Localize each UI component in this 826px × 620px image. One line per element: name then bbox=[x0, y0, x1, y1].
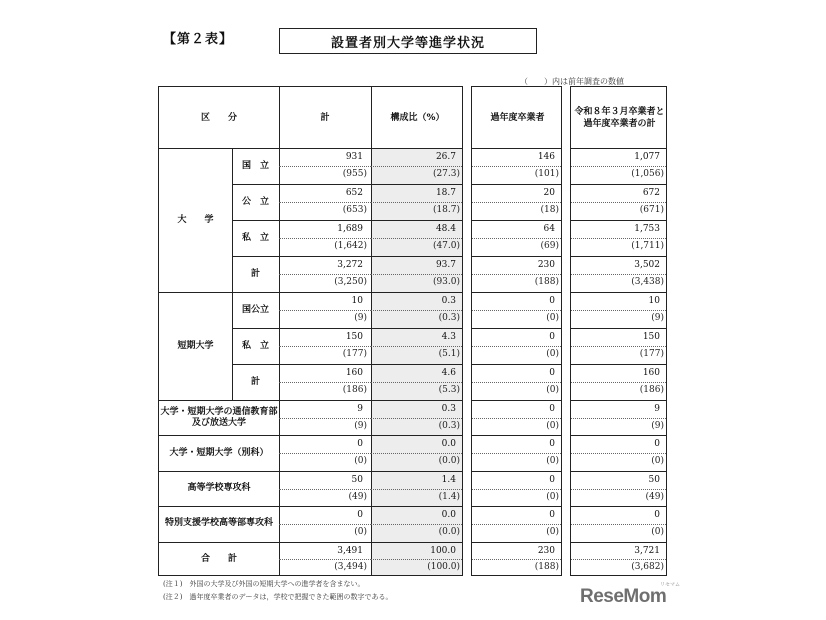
row-divider bbox=[472, 542, 562, 543]
past-previous-value: (69) bbox=[540, 241, 559, 251]
past-value: 0 bbox=[549, 296, 555, 306]
past-value: 20 bbox=[543, 188, 555, 198]
past-value: 230 bbox=[537, 545, 555, 556]
row-divider bbox=[571, 506, 667, 507]
footnote-1: (注１) 外国の大学及び外国の短期大学への進学者を含まない。 bbox=[163, 580, 365, 588]
dotted-divider bbox=[472, 559, 562, 560]
row-divider bbox=[571, 184, 667, 185]
row-divider bbox=[472, 292, 562, 293]
dotted-divider bbox=[571, 274, 667, 275]
ratio-value: 0.3 bbox=[441, 296, 456, 306]
sum-previous-value: (3,438) bbox=[631, 277, 664, 287]
total-previous-value: (0) bbox=[354, 456, 367, 467]
dotted-divider bbox=[371, 238, 463, 239]
row-divider bbox=[472, 471, 562, 472]
past-value: 230 bbox=[537, 260, 555, 270]
sum-previous-value: (3,682) bbox=[631, 562, 664, 573]
group-label: 大 学 bbox=[177, 214, 214, 225]
dotted-divider bbox=[571, 453, 667, 454]
dotted-divider bbox=[279, 418, 371, 419]
category-label: 合 計 bbox=[200, 553, 237, 564]
row-divider bbox=[472, 364, 562, 365]
category-label: 大学・短期大学の通信教育部及び放送大学 bbox=[160, 406, 278, 428]
ratio-previous-value: (0.3) bbox=[438, 420, 460, 431]
sum-value: 1,077 bbox=[634, 152, 660, 162]
past-previous-value: (0) bbox=[546, 349, 559, 359]
dotted-divider bbox=[279, 238, 371, 239]
ratio-value: 0.0 bbox=[441, 439, 456, 450]
total-value: 150 bbox=[345, 332, 363, 342]
past-graduates-table bbox=[471, 86, 562, 576]
dotted-divider bbox=[472, 274, 562, 275]
sub-category-label: 計 bbox=[250, 376, 260, 387]
sum-value: 0 bbox=[654, 439, 660, 450]
sum-previous-value: (0) bbox=[651, 526, 664, 537]
row-divider bbox=[472, 148, 562, 149]
row-divider bbox=[472, 400, 562, 401]
total-value: 50 bbox=[351, 474, 363, 485]
dotted-divider bbox=[279, 166, 371, 167]
dotted-divider bbox=[279, 274, 371, 275]
page-title: 設置者別大学等進学状況 bbox=[279, 28, 537, 54]
row-divider bbox=[472, 220, 562, 221]
ratio-value: 4.3 bbox=[441, 332, 456, 342]
main-table bbox=[158, 86, 463, 576]
dotted-divider bbox=[279, 310, 371, 311]
total-previous-value: (49) bbox=[348, 491, 367, 502]
category-label: 高等学校専攻科 bbox=[187, 482, 251, 493]
sub-category-label: 国公立 bbox=[241, 304, 269, 315]
past-value: 0 bbox=[549, 332, 555, 342]
past-previous-value: (188) bbox=[534, 277, 559, 287]
previous-year-note: （ ）内は前年調査の数値 bbox=[520, 77, 624, 86]
ratio-previous-value: (27.3) bbox=[432, 169, 460, 179]
header-total: 計 bbox=[320, 112, 330, 123]
ratio-previous-value: (0.0) bbox=[438, 526, 460, 537]
dotted-divider bbox=[279, 382, 371, 383]
total-previous-value: (9) bbox=[354, 313, 367, 323]
sum-previous-value: (1,056) bbox=[631, 169, 664, 179]
ratio-value: 100.0 bbox=[430, 545, 456, 556]
total-value: 160 bbox=[345, 368, 363, 378]
dotted-divider bbox=[279, 489, 371, 490]
dotted-divider bbox=[371, 166, 463, 167]
sum-value: 150 bbox=[642, 332, 660, 342]
ratio-previous-value: (0.3) bbox=[438, 313, 460, 323]
category-label: 特別支援学校高等部専攻科 bbox=[164, 518, 273, 529]
sum-value: 160 bbox=[642, 368, 660, 378]
header-category: 区 分 bbox=[200, 112, 237, 123]
row-divider bbox=[571, 400, 667, 401]
sum-previous-value: (1,711) bbox=[631, 241, 664, 251]
ratio-value: 48.4 bbox=[435, 224, 456, 234]
total-previous-value: (3,250) bbox=[334, 277, 367, 287]
dotted-divider bbox=[472, 166, 562, 167]
dotted-divider bbox=[371, 559, 463, 560]
ratio-previous-value: (5.1) bbox=[438, 349, 460, 359]
row-divider bbox=[472, 184, 562, 185]
ratio-previous-value: (47.0) bbox=[432, 241, 460, 251]
row-divider bbox=[571, 364, 667, 365]
dotted-divider bbox=[472, 524, 562, 525]
past-previous-value: (188) bbox=[534, 562, 559, 573]
row-divider bbox=[571, 328, 667, 329]
row-divider bbox=[571, 256, 667, 257]
past-previous-value: (0) bbox=[546, 420, 559, 431]
total-previous-value: (9) bbox=[354, 420, 367, 431]
sum-previous-value: (177) bbox=[639, 349, 664, 359]
ratio-previous-value: (5.3) bbox=[438, 385, 460, 395]
past-value: 0 bbox=[549, 368, 555, 378]
ratio-value: 1.4 bbox=[441, 474, 456, 485]
dotted-divider bbox=[371, 310, 463, 311]
total-value: 652 bbox=[345, 188, 363, 198]
past-value: 0 bbox=[549, 404, 555, 414]
sum-previous-value: (0) bbox=[651, 456, 664, 467]
past-value: 146 bbox=[537, 152, 555, 162]
total-previous-value: (177) bbox=[342, 349, 367, 359]
category-label: 大学・短期大学（別科） bbox=[169, 447, 269, 458]
dotted-divider bbox=[371, 453, 463, 454]
dotted-divider bbox=[279, 202, 371, 203]
dotted-divider bbox=[472, 310, 562, 311]
sum-value: 672 bbox=[642, 188, 660, 198]
ratio-value: 0.3 bbox=[441, 404, 456, 414]
header-combined-total: 令和８年３月卒業者と過年度卒業者の計 bbox=[574, 106, 665, 129]
dotted-divider bbox=[371, 524, 463, 525]
dotted-divider bbox=[472, 453, 562, 454]
sum-previous-value: (671) bbox=[639, 205, 664, 215]
total-previous-value: (1,642) bbox=[334, 241, 367, 251]
combined-total-table bbox=[570, 86, 667, 576]
dotted-divider bbox=[279, 559, 371, 560]
total-previous-value: (3,494) bbox=[334, 562, 367, 573]
sum-value: 9 bbox=[654, 404, 660, 414]
ratio-previous-value: (0.0) bbox=[438, 456, 460, 467]
ratio-previous-value: (93.0) bbox=[432, 277, 460, 287]
sum-previous-value: (9) bbox=[651, 420, 664, 431]
dotted-divider bbox=[571, 489, 667, 490]
dotted-divider bbox=[279, 524, 371, 525]
dotted-divider bbox=[371, 382, 463, 383]
resemom-logo-kana: リセマム bbox=[660, 582, 680, 588]
sum-previous-value: (186) bbox=[639, 385, 664, 395]
row-divider bbox=[571, 542, 667, 543]
dotted-divider bbox=[371, 346, 463, 347]
sum-value: 3,721 bbox=[634, 545, 660, 556]
sum-value: 3,502 bbox=[634, 260, 660, 270]
ratio-value: 18.7 bbox=[435, 188, 456, 198]
dotted-divider bbox=[571, 346, 667, 347]
total-value: 1,689 bbox=[337, 224, 363, 234]
dotted-divider bbox=[472, 489, 562, 490]
total-value: 0 bbox=[357, 439, 363, 450]
row-divider bbox=[571, 471, 667, 472]
total-previous-value: (186) bbox=[342, 385, 367, 395]
past-value: 0 bbox=[549, 510, 555, 521]
row-divider bbox=[472, 506, 562, 507]
sub-category-label: 私 立 bbox=[241, 340, 269, 351]
ratio-previous-value: (18.7) bbox=[432, 205, 460, 215]
sum-value: 1,753 bbox=[634, 224, 660, 234]
dotted-divider bbox=[371, 202, 463, 203]
sum-value: 0 bbox=[654, 510, 660, 521]
sub-category-label: 私 立 bbox=[241, 232, 269, 243]
dotted-divider bbox=[371, 274, 463, 275]
dotted-divider bbox=[279, 453, 371, 454]
past-value: 64 bbox=[543, 224, 555, 234]
dotted-divider bbox=[571, 559, 667, 560]
dotted-divider bbox=[472, 346, 562, 347]
total-previous-value: (0) bbox=[354, 526, 367, 537]
sum-previous-value: (49) bbox=[645, 491, 664, 502]
ratio-value: 0.0 bbox=[441, 510, 456, 521]
ratio-previous-value: (100.0) bbox=[427, 562, 460, 573]
ratio-previous-value: (1.4) bbox=[438, 491, 460, 502]
sum-value: 50 bbox=[648, 474, 660, 485]
past-previous-value: (0) bbox=[546, 456, 559, 467]
row-divider bbox=[571, 148, 667, 149]
resemom-logo: ReseMom bbox=[580, 586, 667, 607]
past-previous-value: (101) bbox=[534, 169, 559, 179]
table-number-tag: 【第２表】 bbox=[163, 32, 234, 47]
dotted-divider bbox=[571, 310, 667, 311]
sub-category-label: 公 立 bbox=[241, 196, 269, 207]
past-previous-value: (0) bbox=[546, 385, 559, 395]
past-value: 0 bbox=[549, 439, 555, 450]
total-value: 3,272 bbox=[337, 260, 363, 270]
total-value: 10 bbox=[351, 296, 363, 306]
dotted-divider bbox=[571, 238, 667, 239]
ratio-value: 26.7 bbox=[435, 152, 456, 162]
sum-value: 10 bbox=[648, 296, 660, 306]
past-value: 0 bbox=[549, 474, 555, 485]
row-divider bbox=[571, 292, 667, 293]
dotted-divider bbox=[571, 202, 667, 203]
past-previous-value: (0) bbox=[546, 526, 559, 537]
dotted-divider bbox=[472, 238, 562, 239]
ratio-value: 93.7 bbox=[435, 260, 456, 270]
dotted-divider bbox=[571, 524, 667, 525]
total-value: 0 bbox=[357, 510, 363, 521]
header-past-graduates: 過年度卒業者 bbox=[490, 112, 545, 123]
dotted-divider bbox=[472, 418, 562, 419]
row-divider bbox=[571, 435, 667, 436]
row-divider bbox=[472, 328, 562, 329]
sub-category-label: 国 立 bbox=[241, 160, 269, 171]
dotted-divider bbox=[472, 202, 562, 203]
past-previous-value: (18) bbox=[540, 205, 559, 215]
group-label: 短期大学 bbox=[177, 340, 214, 351]
row-divider bbox=[472, 256, 562, 257]
dotted-divider bbox=[472, 382, 562, 383]
sub-category-label: 計 bbox=[250, 268, 260, 279]
total-value: 931 bbox=[345, 152, 363, 162]
dotted-divider bbox=[571, 166, 667, 167]
total-previous-value: (955) bbox=[342, 169, 367, 179]
row-divider bbox=[472, 435, 562, 436]
past-previous-value: (0) bbox=[546, 313, 559, 323]
dotted-divider bbox=[371, 489, 463, 490]
dotted-divider bbox=[571, 382, 667, 383]
total-previous-value: (653) bbox=[342, 205, 367, 215]
footnote-2: (注２) 過年度卒業者のデータは，学校で把握できた範囲の数字である。 bbox=[163, 593, 393, 601]
sum-previous-value: (9) bbox=[651, 313, 664, 323]
ratio-value: 4.6 bbox=[441, 368, 456, 378]
total-value: 3,491 bbox=[337, 545, 363, 556]
total-value: 9 bbox=[357, 404, 363, 414]
dotted-divider bbox=[571, 418, 667, 419]
header-ratio: 構成比（%） bbox=[390, 112, 445, 123]
row-divider bbox=[571, 220, 667, 221]
dotted-divider bbox=[279, 346, 371, 347]
past-previous-value: (0) bbox=[546, 491, 559, 502]
dotted-divider bbox=[371, 418, 463, 419]
